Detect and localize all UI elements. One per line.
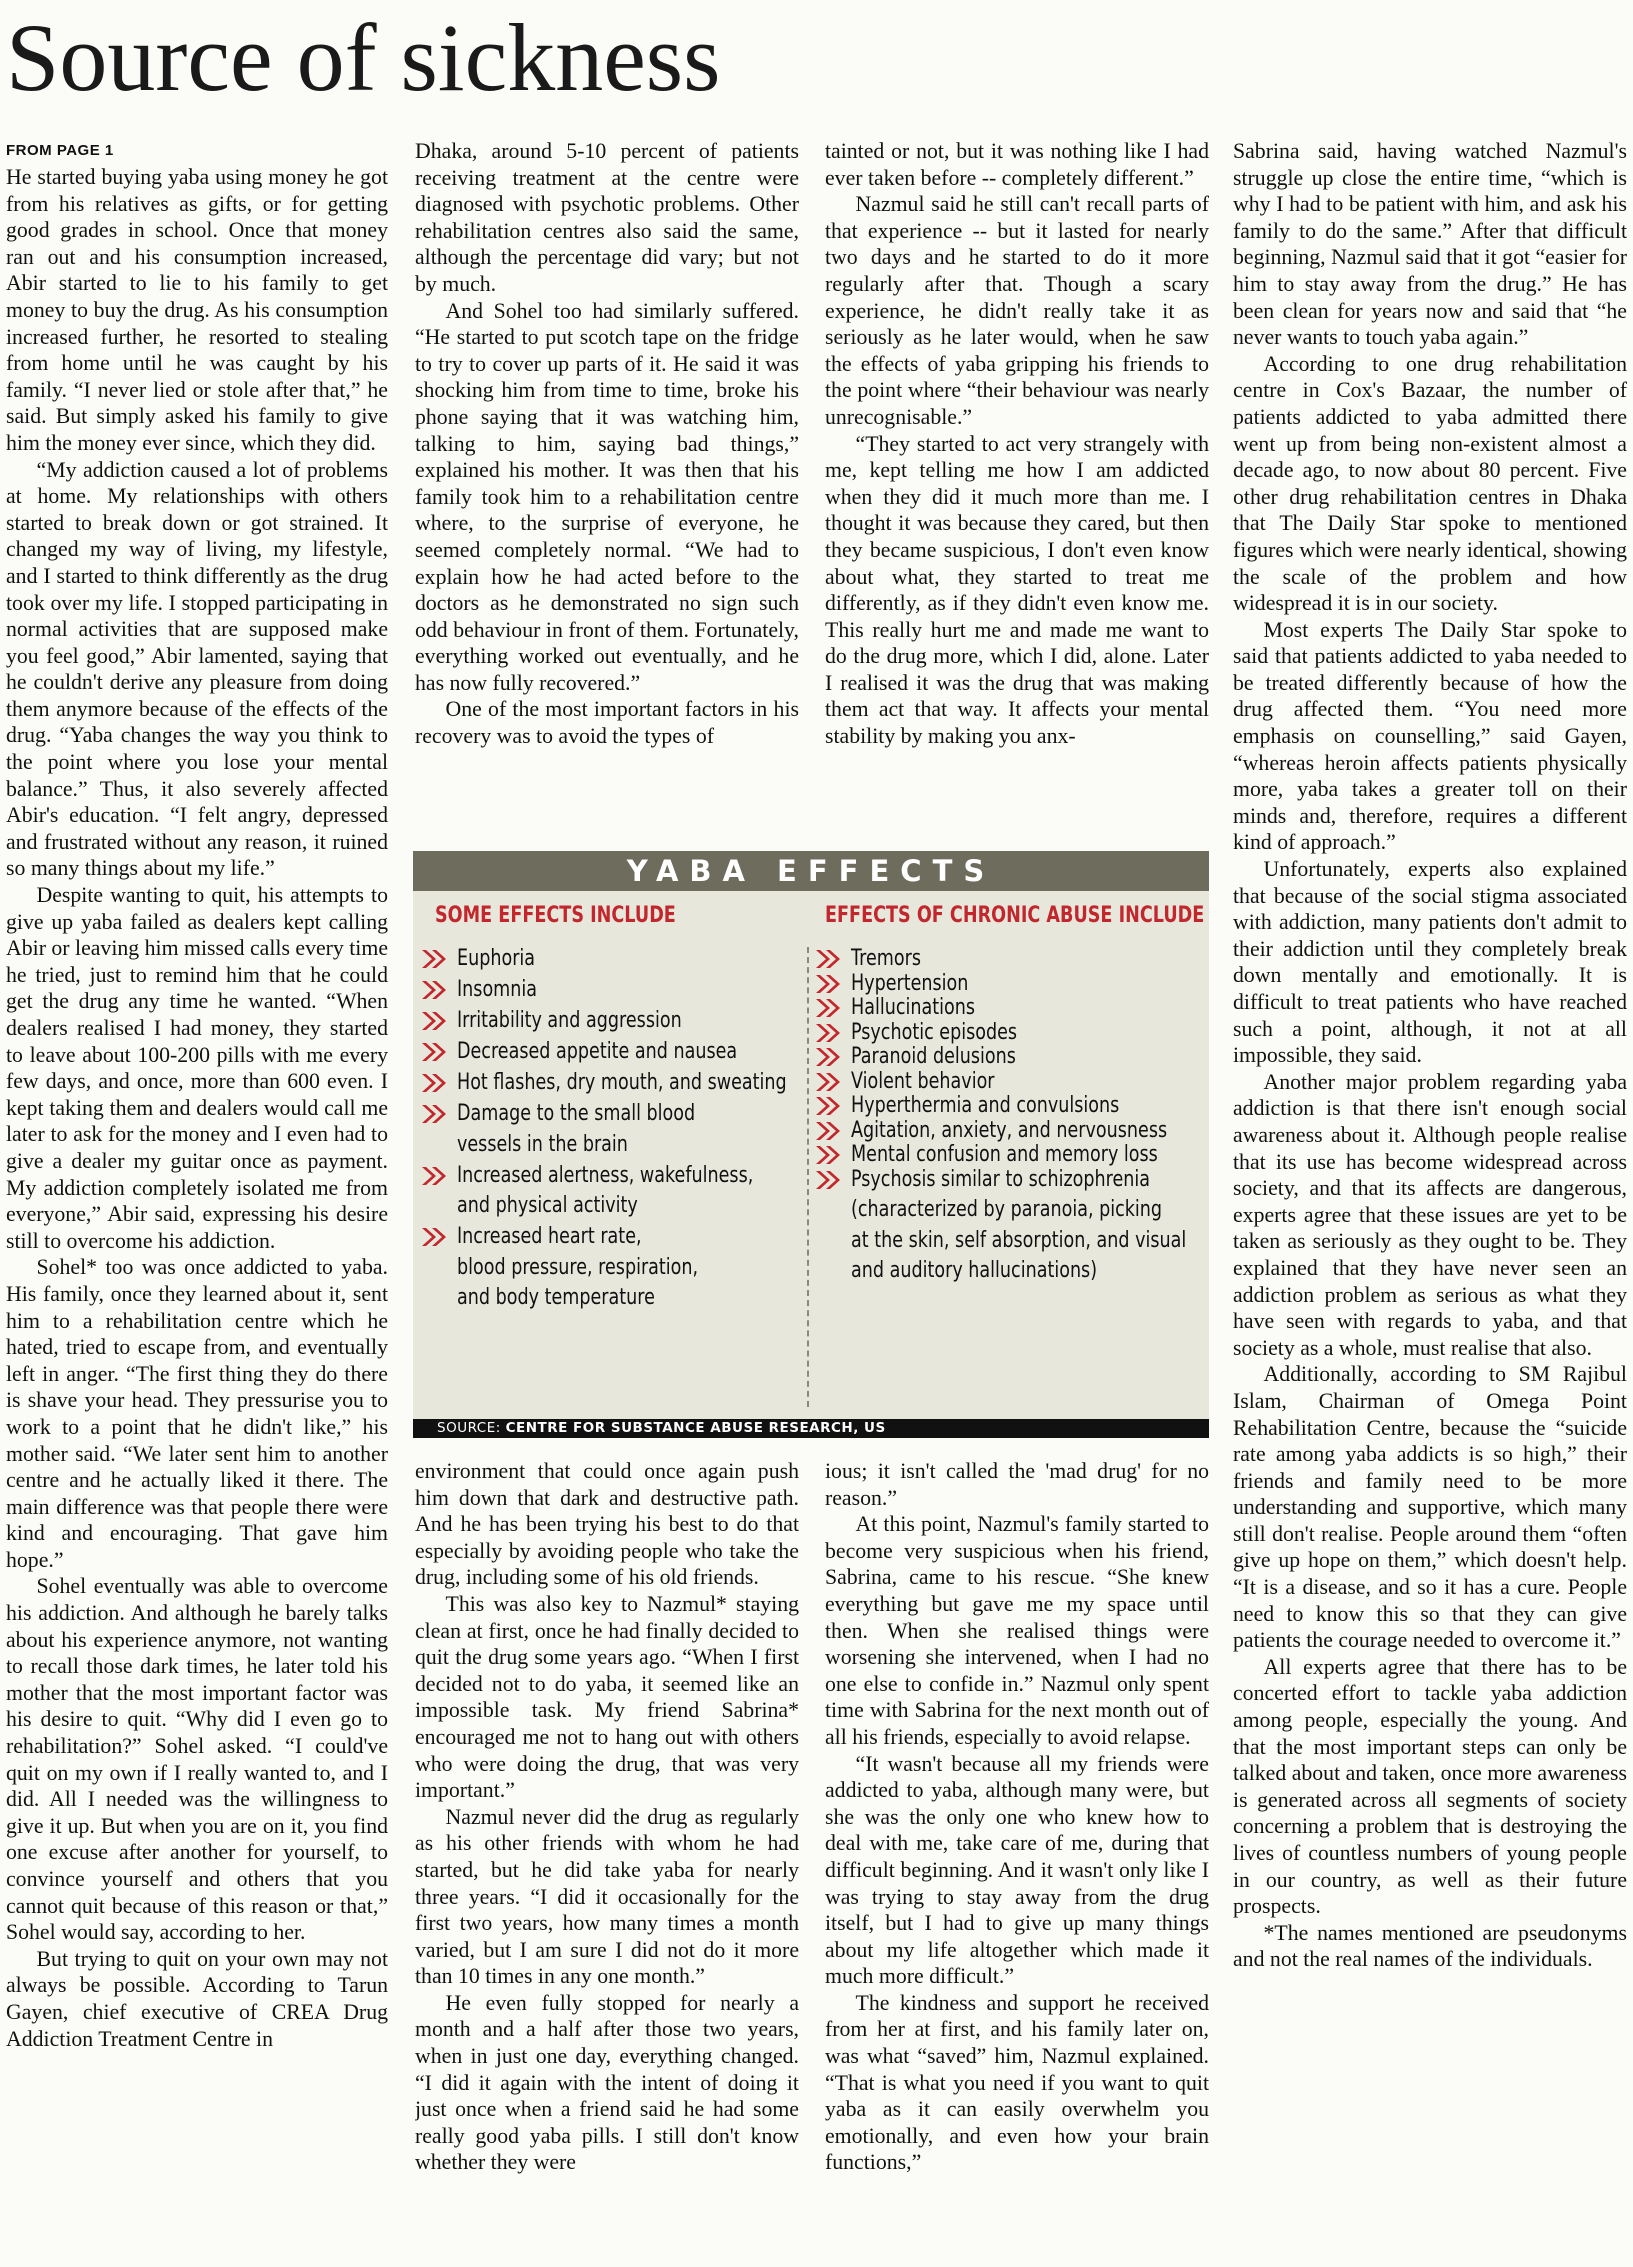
article-column-2-bottom: [415, 1458, 799, 2267]
source-label: SOURCE:: [437, 1420, 501, 1436]
effect-item: [413, 1160, 807, 1221]
effect-item: [413, 1005, 807, 1036]
paragraph: But trying to quit on your own may not always be possible. According to Tarun Gayen, chief executive of CREA Drug Addiction Treatment Centre in: [6, 1946, 388, 2051]
article-column-3-bottom: [825, 1458, 1209, 2267]
paragraph: All experts agree that there has to be concerted effort to tackle yaba addiction among people, especially the young. And that the most important steps can only be talked about and taken, once more awareness is generated across all segments of society concerning a problem that is destroying the lives of countless numbers of young people in our country, as well as their future prospects.: [1233, 1654, 1627, 1919]
effect-label: Euphoria: [457, 945, 536, 971]
effect-label: Irritability and aggression: [457, 1007, 682, 1033]
left-heading: SOME EFFECTS INCLUDE: [435, 903, 676, 928]
paragraph: Sohel* too was once addicted to yaba. His family, once they learned about it, sent him to a rehabilitation centre which he hated, tried to escape from, and eventually left in anger. “The first thing they do there is shave your head. They pressurise you to work to a point that he didn't like,” his mother said. “We later sent him to another centre and he actually liked it there. The main difference was that people there were kind and encouraging. That gave him hope.”: [6, 1255, 388, 1572]
effect-label: Psychosis similar to schizophrenia (characterized by paranoia, picking at the skin, self absorption, and visual and auditory hallucinations): [851, 1165, 1187, 1283]
double-chevron-right-icon: [421, 1041, 449, 1063]
article-column-4: [1233, 138, 1627, 2267]
left-effects-list: [413, 943, 807, 1313]
double-chevron-right-icon: [421, 1165, 449, 1187]
double-chevron-right-icon: [815, 1169, 843, 1191]
paragraph: Sabrina said, having watched Nazmul's struggle up close the entire time, “which is why I had to be patient with him, and ask his family to do the same.” After that difficult beginning, Nazmul said that it got “easier for him to stay away from the drug.” He has been clean for years now and said that “he never wants to touch yaba again.”: [1233, 139, 1627, 350]
paragraph: This was also key to Nazmul* staying clean at first, once he had finally decided to quit the drug some years ago. “When I first decided not to do yaba, it seemed like an impossible task. My friend Sabrina* encouraged me not to hang out with others who were doing the drug, that was very important.”: [415, 1591, 799, 1803]
effect-item: [413, 1067, 807, 1098]
paragraph: According to one drug rehabilitation centre in Cox's Bazaar, the number of patients addicted to yaba admitted there went up from being non-existent almost a decade ago, to now about 80 percent. Five other drug rehabilitation centres in Dhaka that The Daily Star spoke to mentioned figures which were nearly identical, showing the scale of the problem and how widespread it is in our society.: [1233, 351, 1627, 616]
paragraph: Nazmul never did the drug as regularly as his other friends with whom he had started, but he did take yaba for nearly three years. “I did it occasionally for the first two years, how many times a month varied, but I am sure I did not do it more than 10 times in any one month.”: [415, 1804, 799, 1989]
effect-label: Psychotic episodes: [851, 1018, 1018, 1045]
paragraph: “It wasn't because all my friends were addicted to yaba, although many were, but she was the only one who knew how to deal with me, take care of me, during that difficult beginning. And it wasn't only like I was trying to stay away from the drug itself, but I had to give up many things about my life altogether which made it much more difficult.”: [825, 1751, 1209, 1989]
paragraph: He even fully stopped for nearly a month and a half after those two years, when in just one day, everything changed. “I did it again with the intent of doing it just once when a friend said he had some really good yaba pills. I still don't know whether they were: [415, 1990, 799, 2175]
effect-label: Hallucinations: [851, 994, 975, 1020]
right-heading: EFFECTS OF CHRONIC ABUSE INCLUDE: [825, 903, 1205, 928]
paragraph: tainted or not, but it was nothing like I had ever taken before -- completely different.”: [825, 139, 1209, 190]
effect-label: Insomnia: [457, 976, 538, 1002]
paragraph: Nazmul said he still can't recall parts of that experience -- but it lasted for nearly two days and he started to do it more regularly after that. Though a scary experience, he didn't really take it as seriously as he later would, when he saw the effects of yaba gripping his friends to the point where “their behaviour was nearly unrecognisable.”: [825, 192, 1209, 429]
infobox-body: [413, 891, 1209, 1419]
right-effects-list: [807, 943, 1209, 1283]
effect-label: Violent behavior: [851, 1067, 995, 1094]
paragraph: *The names mentioned are pseudonyms and not the real names of the individuals.: [1233, 1920, 1627, 1972]
paragraph: He started buying yaba using money he got from his relatives as gifts, or for getting good grades in school. Once that money ran out and his consumption increased, Abir started to lie to his family to get money to buy the drug. As his consumption increased further, he resorted to stealing from home until he was caught by his family. “I never lied or stole after that,” he said. But simply asked his family to give him the money ever since, which they did.: [6, 165, 388, 455]
paragraph: Despite wanting to quit, his attempts to give up yaba failed as dealers kept calling Abir or leaving him missed calls every time he tried, just to remind him that he could get the drug any time he wanted. “When dealers realised I had money, they started to leave about 100-200 pills with me every few days, and once, more than 600 even. I kept taking them and dealers would call me later to ask for the money and I even had to give a dealer my guitar once as payment. My addiction completely isolated me from everyone,” Abir said, expressing his desire still to overcome his addiction.: [6, 883, 388, 1253]
effect-item: [413, 1098, 807, 1159]
paragraph: Unfortunately, experts also explained that because of the social stigma associated with addiction, many patients don't admit to their addiction until they completely break down mentally and emotionally. It is difficult to treat patients who have reached such a point, although, it not at all impossible, they said.: [1233, 857, 1627, 1068]
effect-label: Paranoid delusions: [851, 1043, 1016, 1069]
article-column-1: [6, 138, 388, 2267]
effect-label: Hypertension: [851, 969, 969, 996]
double-chevron-right-icon: [421, 1103, 449, 1125]
paragraph: ious; it isn't called the 'mad drug' for no reason.”: [825, 1459, 1209, 1510]
source-bar: [413, 1419, 1209, 1438]
effect-label: Hyperthermia and convulsions: [851, 1092, 1120, 1118]
headline: Source of sickness: [6, 4, 721, 111]
double-chevron-right-icon: [421, 948, 449, 970]
effect-item: [807, 1164, 1209, 1286]
double-chevron-right-icon: [421, 979, 449, 1001]
effect-label: Tremors: [851, 945, 921, 971]
paragraph: Sohel eventually was able to overcome his addiction. And although he barely talks about his experience anymore, not wanting to recall those dark times, he later told his mother that the most important factor was his desire to quit. “Why did I even go to rehabilitation?” Sohel asked. “I could've quit on my own if I really wanted to, and I did. All I needed was the willingness to give it up. But when you are on it, you find one excuse after another for yourself, to convince yourself and others that you cannot quit because of this reason or that,” Sohel would say, according to her.: [6, 1574, 388, 1945]
paragraph: The kindness and support he received from her at first, and his family later on, was what “saved” him, Nazmul explained. “That is what you need if you want to quit yaba as it can easily overwhelm you emotionally, and even how your brain functions,”: [825, 1990, 1209, 2175]
effect-label: Damage to the small blood vessels in the brain: [457, 1100, 696, 1157]
effect-item: [413, 943, 807, 974]
effect-item: [413, 1221, 807, 1313]
double-chevron-right-icon: [421, 1226, 449, 1248]
effect-item: [413, 974, 807, 1005]
effect-item: [413, 1036, 807, 1067]
effect-label: Agitation, anxiety, and nervousness: [851, 1116, 1168, 1143]
paragraph: environment that could once again push him down that dark and destructive path. And he has been trying his best to do that especially by avoiding people who take the drug, including some of his old friends.: [415, 1459, 799, 1590]
effect-label: Increased alertness, wakefulness, and physical activity: [457, 1161, 754, 1218]
paragraph: Most experts The Daily Star spoke to said that patients addicted to yaba needed to be treated differently because of how the drug affected them. “You need more emphasis on counselling,” said Gayen, “whereas heroin affects patients physically more, yaba takes a greater toll on their minds and, therefore, requires a different kind of approach.”: [1233, 617, 1627, 855]
paragraph: “My addiction caused a lot of problems at home. My relationships with others started to break down or got strained. It changed my way of living, my lifestyle, and I started to think differently as the drug took over my life. I stopped participating in normal activities that are supposed make you feel good,” Abir lamented, saying that he couldn't derive any pleasure from doing them anymore because of the effects of the drug. “Yaba changes the way you think to the point where you lose your mental balance.” Thus, it also severely affected Abir's education. “I felt angry, depressed and frustrated without any reason, it ruined so many things about my life.”: [6, 457, 388, 881]
kicker: FROM PAGE 1: [6, 142, 114, 159]
yaba-effects-infobox: [413, 851, 1209, 1438]
paragraph: And Sohel too had similarly suffered. “He started to put scotch tape on the fridge to try to cover up parts of it. He said it was shocking him from time to time, broke his phone saying that it was watching him, talking to him, saying bad things,” explained his mother. It was then that his family took him to a rehabilitation centre where, to the surprise of everyone, he seemed completely normal. “We had to explain how he had acted before to the doctors as he demonstrated no sign such odd behaviour in front of them. Fortunately, everything worked out eventually, and he has now fully recovered.”: [415, 298, 799, 695]
effect-label: Decreased appetite and nausea: [457, 1038, 738, 1064]
article-column-3-top: [825, 138, 1209, 813]
effect-label: Hot flashes, dry mouth, and sweating: [457, 1069, 787, 1095]
paragraph: At this point, Nazmul's family started to become very suspicious when his friend, Sabrina, came to his rescue. “She knew everything but gave me my space until then. When she realised things were worsening she intervened, when I had no one else to confide in.” Nazmul only spent time with Sabrina for the next month out of all his friends, especially to avoid relapse.: [825, 1512, 1209, 1749]
article-column-2-top: [415, 138, 799, 813]
source-text: CENTRE FOR SUBSTANCE ABUSE RESEARCH, US: [505, 1420, 886, 1436]
effect-label: Mental confusion and memory loss: [851, 1141, 1158, 1167]
double-chevron-right-icon: [421, 1072, 449, 1094]
paragraph: Additionally, according to SM Rajibul Islam, Chairman of Omega Point Rehabilitation Centre, because the “suicide rate among yaba addicts is so high,” their friends and family need to be more understanding and supportive, which many still don't realise. People around them “often give up hope on them,” which doesn't help. “It is a disease, and so it has a cure. People need to know this so that they can give patients the courage needed to overcome it.”: [1233, 1362, 1627, 1653]
infobox-title: YABA EFFECTS: [413, 851, 1209, 891]
paragraph: One of the most important factors in his recovery was to avoid the types of: [415, 697, 799, 749]
double-chevron-right-icon: [421, 1010, 449, 1032]
paragraph: Another major problem regarding yaba addiction is that there isn't enough social awareness about it. Although people realise that its use has become widespread across society, and that its affects are dangerous, experts agree that these issues are yet to be taken as seriously as they ought to be. They explained that they have never seen an addiction problem as serious as what they have seen with regards to yaba, and that society as a whole, must realise that also.: [1233, 1069, 1627, 1360]
paragraph: “They started to act very strangely with me, kept telling me how I am addicted when they did it much more than me. I thought it was because they cared, but then they became suspicious, I don't even know about what, they started to treat me differently, as if they didn't even know me. This really hurt me and made me want to do the drug more, which I did, alone. Later I realised it was the drug that was making them act that way. It affects your mental stability by making you anx-: [825, 431, 1209, 749]
paragraph: Dhaka, around 5-10 percent of patients receiving treatment at the centre were diagnosed with psychotic problems. Other rehabilitation centres also said the same, although the percentage did vary; but not by much.: [415, 139, 799, 296]
effect-label: Increased heart rate, blood pressure, respiration, and body temperature: [457, 1223, 699, 1310]
